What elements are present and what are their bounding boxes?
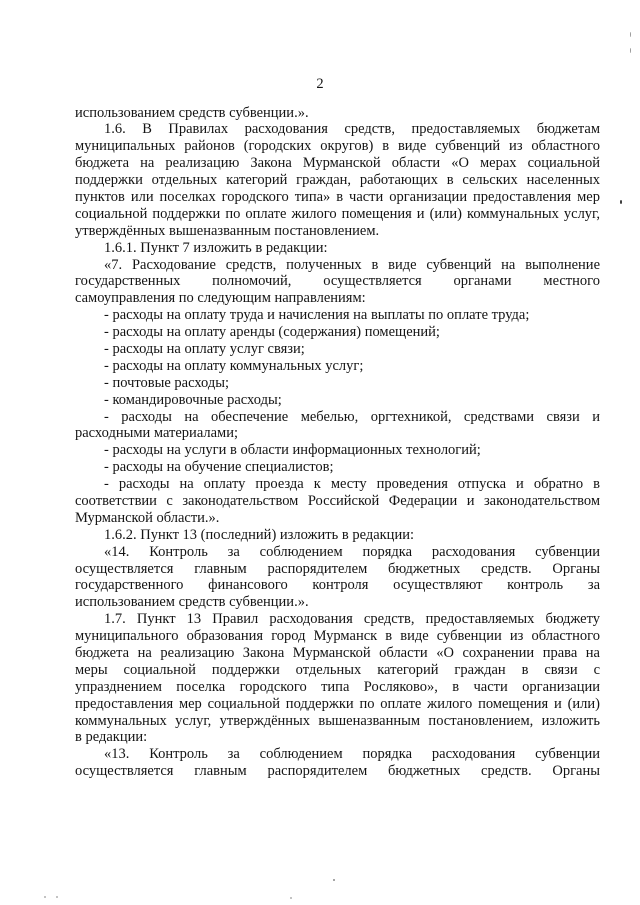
text-line: 1.6.2. Пункт 13 (последний) изложить в редакции: [104,526,414,543]
scan-speck [630,48,631,53]
text-line: - расходы на обеспечение мебелью, оргтехникой, средствами связи и [104,408,600,425]
text-line: - расходы на оплату проезда к месту проведения отпуска и обратно в [104,476,600,493]
text-line: «13. Контроль за соблюдением порядка расходования субвенции [104,746,600,763]
text-line: - расходы на обучение специалистов; [104,459,334,476]
text-line: «7. Расходование средств, полученных в виде субвенций на выполнение [104,256,600,273]
paragraph-continuation [75,105,600,122]
clause-1-6-2 [75,527,600,544]
expense-list-item [75,307,600,324]
scan-speck [56,896,58,898]
text-line: использованием средств субвенции.». [75,594,309,611]
document-body [75,105,600,781]
expense-list-item [75,341,600,358]
text-line: бюджета на реализацию Закона Мурманской области «О сохранении права на [75,645,600,661]
text-line: - командировочные расходы; [104,391,282,408]
text-line: бюджета на реализацию Закона Мурманской области «О мерах социальной [75,155,600,172]
scan-speck [333,879,335,881]
text-line: в редакции: [75,729,148,746]
quoted-clause-14 [75,544,600,612]
text-line: 1.6.1. Пункт 7 изложить в редакции: [104,239,328,256]
expense-list-item [75,442,600,459]
text-line: расходными материалами; [75,425,239,442]
clause-1-6-1 [75,240,600,257]
text-line: пунктов или поселках городского типа» в части организации предоставления мер [75,188,600,205]
text-line: Мурманской области.». [75,509,220,526]
text-line: использованием средств субвенции.». [75,104,309,121]
text-line: поддержки отдельных категорий граждан, работающих в сельских населенных [75,172,600,189]
expense-list-item [75,459,600,476]
expense-list-item [75,476,600,527]
text-line: - почтовые расходы; [104,374,230,391]
page-number: 2 [316,76,324,92]
text-line: коммунальных услуг, утверждённых вышеназванным постановлением, изложить [75,712,600,729]
expense-list-item [75,358,600,375]
expense-list-item [75,409,600,443]
text-line: предоставления мер социальной поддержки по оплате жилого помещения и (или) [75,695,600,712]
text-line: осуществляется главным распорядителем бюджетных средств. Органы [75,560,600,577]
scan-speck [290,897,292,899]
scan-speck [620,200,622,204]
text-line: - расходы на оплату аренды (содержания) помещений; [104,324,440,341]
clause-1-6 [75,121,600,239]
quoted-clause-7 [75,257,600,308]
text-line: соответствии с законодательством Российской Федерации и законодательством [75,492,600,509]
quoted-clause-13 [75,746,600,780]
text-line: осуществляется главным распорядителем бюджетных средств. Органы [75,763,600,780]
scan-speck [44,896,46,898]
clause-1-7 [75,611,600,746]
text-line: социальной поддержки по оплате жилого помещения и (или) коммунальных услуг, [75,205,600,222]
text-line: муниципального образования город Мурманск в виде субвенции из областного [75,628,600,645]
text-line: государственного финансового контроля осуществляют контроль за [75,577,600,594]
expense-list-item [75,375,600,392]
expense-list-item [75,324,600,341]
text-line: самоуправления по следующим направлениям: [75,290,366,307]
text-line: 1.6. В Правилах расходования средств, предоставляемых бюджетам [104,121,600,138]
text-line: - расходы на услуги в области информационных технологий; [104,442,481,459]
text-line: меры социальной поддержки отдельных категорий граждан в связи с [75,661,600,678]
expense-list-item [75,392,600,409]
text-line: утверждённых вышеназванным постановлением. [75,222,380,239]
text-line: - расходы на оплату труда и начисления на выплаты по оплате труда; [104,307,530,324]
text-line: упразднением поселка городского типа Росляково», в части организации [75,678,600,695]
scan-speck [630,32,631,37]
text-line: 1.7. Пункт 13 Правил расходования средств, предоставляемых бюджету [104,611,600,628]
text-line: государственных полномочий, осуществляется органами местного [75,273,600,290]
text-line: - расходы на оплату коммунальных услуг; [104,357,364,374]
text-line: муниципальных районов (городских округов) в виде субвенций из областного [75,138,600,155]
text-line: - расходы на оплату услуг связи; [104,340,305,357]
text-line: «14. Контроль за соблюдением порядка расходования субвенции [104,543,600,560]
